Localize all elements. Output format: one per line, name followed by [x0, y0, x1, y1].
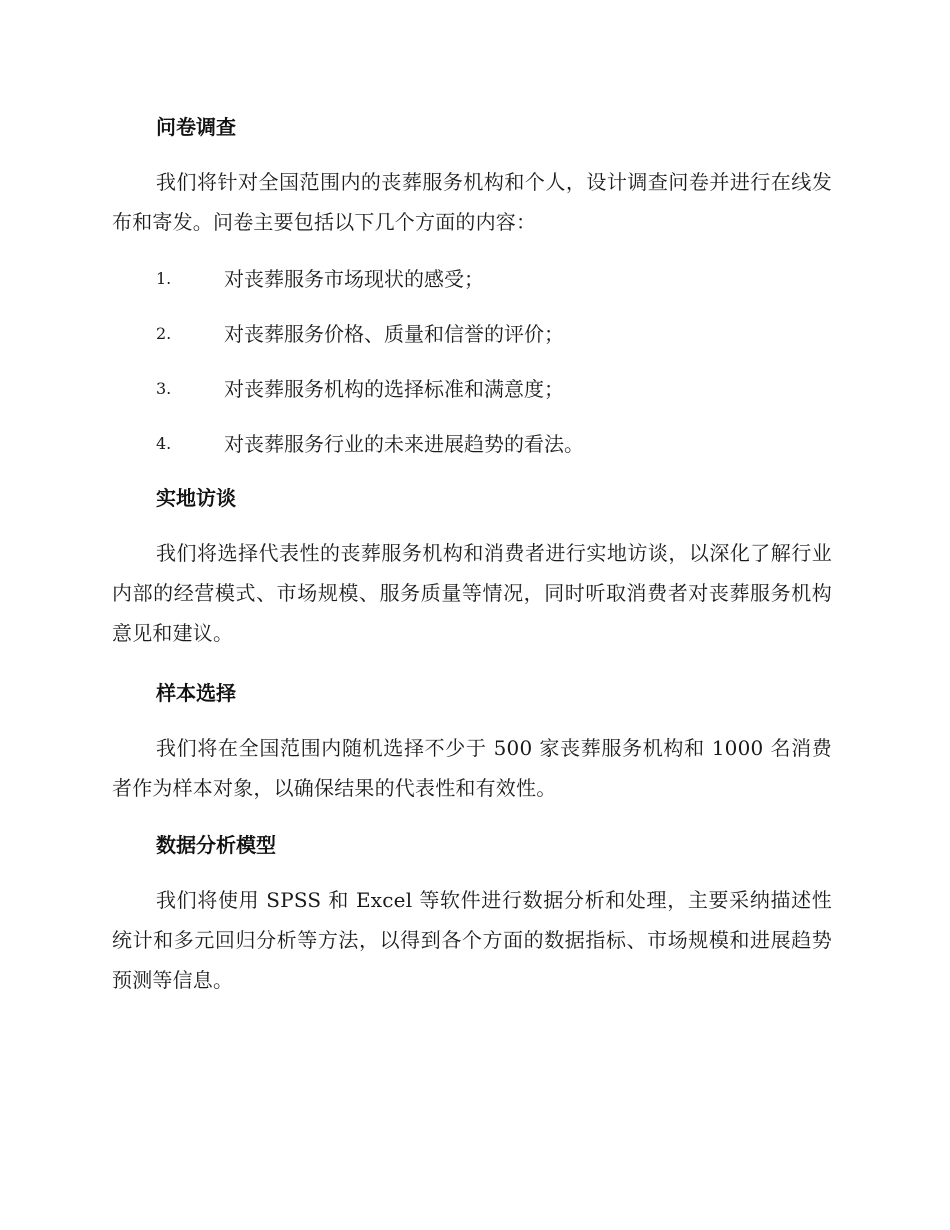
section-paragraph-model: 我们将使用 SPSS 和 Excel 等软件进行数据分析和处理，主要采纳描述性统计和多元回归分析等方法，以得到各个方面的数据指标、市场规模和进展趋势预测等信息。	[112, 888, 832, 992]
list-item-number: 2.	[156, 324, 172, 343]
section-heading-survey: 问卷调查	[156, 115, 236, 139]
section-paragraph-survey: 我们将针对全国范围内的丧葬服务机构和个人，设计调查问卷并进行在线发布和寄发。问卷主要包括以下几个方面的内容：	[112, 170, 832, 234]
section-heading-sample: 样本选择	[156, 681, 236, 705]
list-item-number: 1.	[156, 269, 172, 288]
list-item-text: 对丧葬服务机构的选择标准和满意度；	[224, 377, 564, 401]
list-item-text: 对丧葬服务价格、质量和信誉的评价；	[224, 322, 564, 346]
list-item-number: 3.	[156, 379, 172, 398]
section-heading-interview: 实地访谈	[156, 486, 236, 510]
section-paragraph-interview: 我们将选择代表性的丧葬服务机构和消费者进行实地访谈，以深化了解行业内部的经营模式、市场规模、服务质量等情况，同时听取消费者对丧葬服务机构意见和建议。	[112, 541, 832, 645]
list-item-text: 对丧葬服务市场现状的感受；	[224, 267, 484, 291]
section-heading-model: 数据分析模型	[156, 833, 276, 857]
list-item-number: 4.	[156, 434, 172, 453]
section-paragraph-sample: 我们将在全国范围内随机选择不少于 500 家丧葬服务机构和 1000 名消费者作为样本对象，以确保结果的代表性和有效性。	[112, 736, 832, 800]
list-item-text: 对丧葬服务行业的未来进展趋势的看法。	[224, 432, 584, 456]
